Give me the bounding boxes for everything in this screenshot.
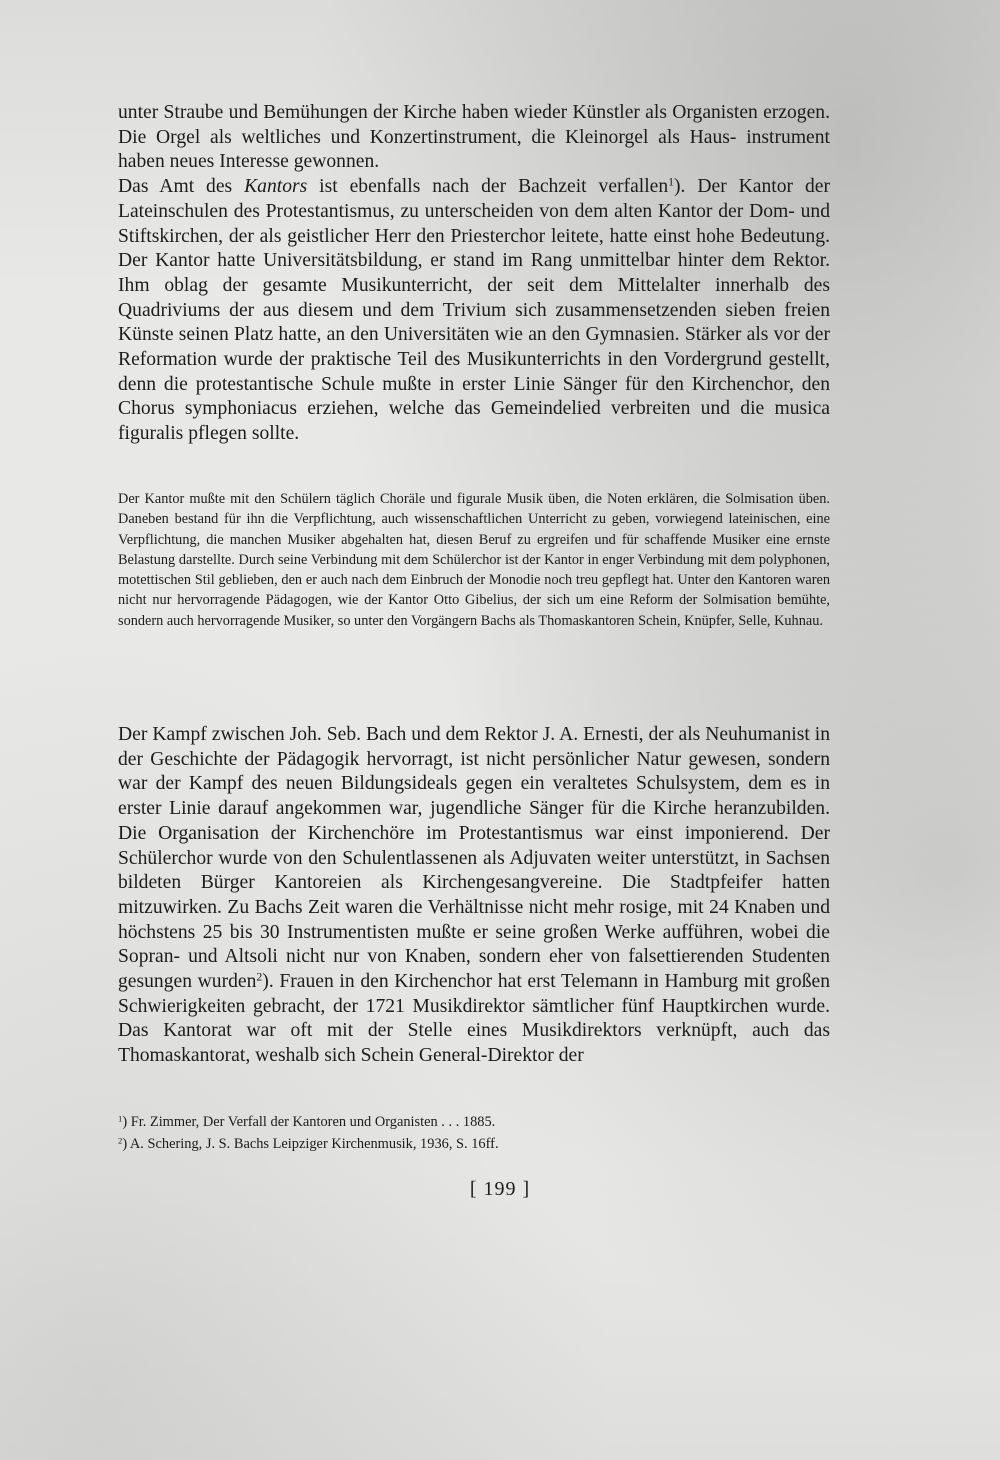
text-run: Das Amt des [118,176,245,198]
small-print-block [118,489,830,631]
footnote-1 [118,1111,830,1133]
paragraph-2 [118,175,830,447]
footnote-ref: 2 [256,970,263,984]
italic-term: Kantors [244,176,308,198]
line: erzogen. Die Orgel als weltliches und Konzertinstrument, die Kleinorgel als Haus- [118,102,830,148]
footnote-2 [118,1133,830,1155]
footnote-mark: 2 [118,1135,123,1146]
footnote-text: ) A. Schering, J. S. Bachs Leipziger Kirchenmusik, 1936, S. 16ff. [122,1136,499,1152]
small-paragraph: Der Kantor mußte mit den Schülern täglich Choräle und figurale Musik üben, die Noten erklären, die Solmisation üben. Daneben bestand für ihn die Verpflichtung, auch wissenschaftlichen Unterricht zu geben, vorwiegend lateinischen, eine Verpflichtung, die manchen Musiker abgehalten hat, diesen Beruf zu ergreifen und für schaffende Musiker eine ernste Belastung darstellte. Durch seine Verbindung mit dem Schülerchor ist der Kantor in enger Verbindung mit dem polyphonen, motettischen Stil geblieben, den er auch nach dem Einbruch der Monodie noch treu gepflegt hat. Unter den Kantoren waren nicht nur hervorragende Pädagogen, wie der Kantor Otto Gibelius, der sich um eine Reform der Solmisation bemühte, sondern auch hervorragende Musiker, so unter den Vorgängern Bachs als Thomaskantoren Schein, Knüpfer, Selle, Kuhnau. [118,491,830,629]
footnote-ref: 1 [668,175,675,189]
paragraph-1 [118,101,830,175]
text-run: ). Frauen in den Kirchenchor hat erst Telemann in Hamburg mit großen Schwierigkeiten gebracht, der 1721 Musikdirektor sämtlicher fünf Hauptkirchen wurde. Das Kantorat war oft mit der Stelle eines Musikdirektors verknüpft, auch das Thomaskantorat, weshalb sich Schein General-Direktor der [118,971,830,1067]
main-text-block-1 [118,101,830,447]
text-run: ist ebenfalls nach der Bachzeit verfallen [307,176,669,198]
paragraph-3 [118,723,830,1069]
text-run: Der Kampf zwischen Joh. Seb. Bach und dem Rektor J. A. Ernesti, der als Neuhumanist in der Geschichte der Pädagogik hervorragt, ist nicht persönlicher Natur gewesen, sondern war der Kampf des neuen Bildungsideals gegen ein veraltetes Schulsystem, dem es in erster Linie darauf angekommen war, jugendliche Sänger für die Kirche heranzubilden. Die Organisation der Kirchenchöre im Protestantismus war einst imponierend. Der Schülerchor wurde von den Schulentlassenen als Adjuvaten weiter unterstützt, in Sachsen bildeten Bürger Kantoreien als Kirchengesangvereine. Die Stadtpfeifer hatten mitzuwirken. Zu Bachs Zeit waren die Verhältnisse nicht mehr rosige, mit 24 Knaben und höchstens 25 bis 30 Instrumentisten mußte er seine großen Werke aufführen, wobei die Sopran- und Altsoli nicht nur von Knaben, sondern eher von falsettierenden Studenten gesungen wurden [118,724,830,993]
footnotes [118,1111,830,1155]
line: unter Straube und Bemühungen der Kirche haben wieder Künstler als Organisten [118,102,758,123]
text-run: ). Der Kantor der Lateinschulen des Protestantismus, zu unterscheiden von dem alten Kantor der Dom- und Stiftskirchen, der als geistlicher Herr den Priesterchor leitete, hatte einst hohe Bedeutung. Der Kantor hatte Universitätsbildung, er stand im Rang unmittelbar hinter dem Rektor. Ihm oblag der gesamte Musikunterricht, der seit dem Mittelalter innerhalb des Quadriviums der aus diesem und dem Trivium sich zusammensetzenden sieben freien Künste seinen Platz hatte, an den Universitäten wie an den Gymnasien. Stärker als vor der Reformation wurde der praktische Teil des Musikunterrichts in den Vordergrund gestellt, denn die protestantische Schule mußte in erster Linie Sänger für den Kirchenchor, den Chorus symphoniacus erziehen, welche das Gemeindelied verbreiten und die musica figuralis pflegen sollte. [118,176,830,445]
footnote-text: ) Fr. Zimmer, Der Verfall der Kantoren und Organisten . . . 1885. [122,1114,496,1130]
main-text-block-2 [118,723,830,1069]
footnote-mark: 1 [118,1113,123,1124]
page-number: [ 199 ] [469,1178,531,1200]
line: instrument haben neues Interesse gewonnen. [118,126,830,173]
